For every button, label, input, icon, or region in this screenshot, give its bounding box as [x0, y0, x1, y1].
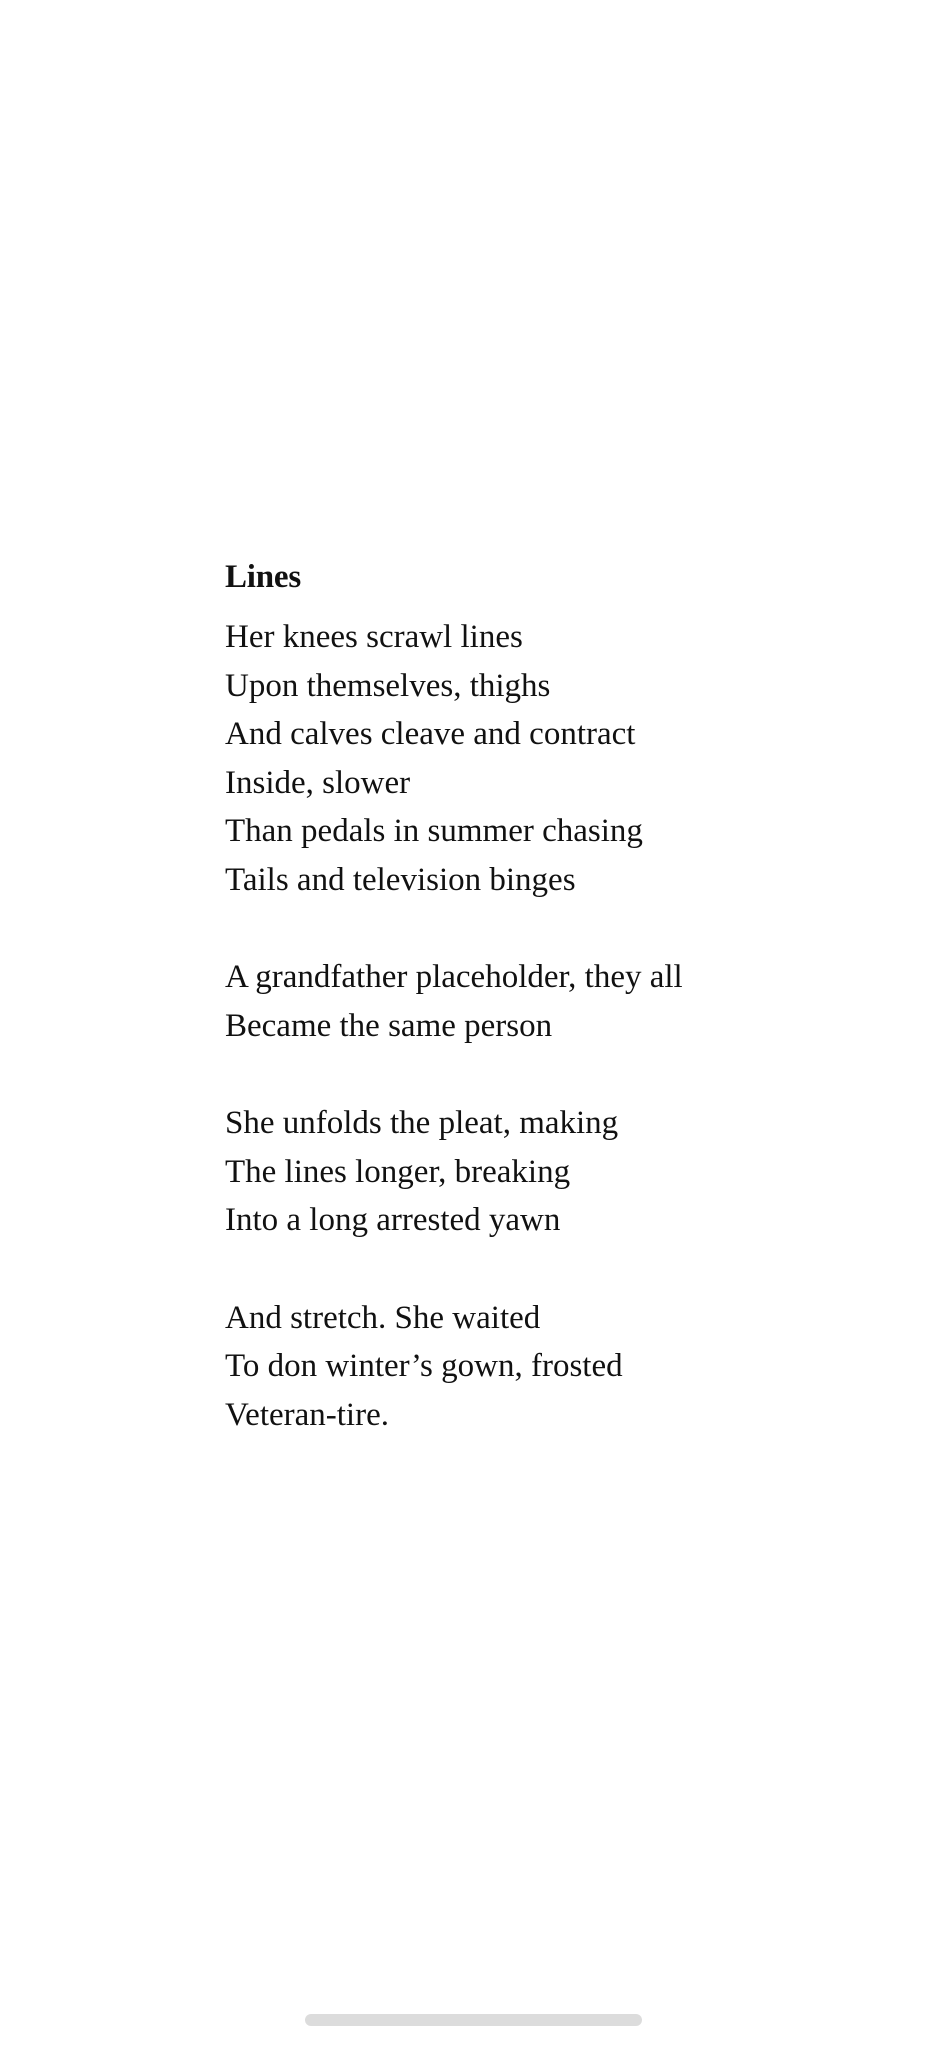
- home-indicator[interactable]: [305, 2014, 642, 2026]
- poem-line: Inside, slower: [225, 764, 411, 801]
- poem-title: Lines: [225, 559, 302, 595]
- poem-line: And stretch. She waited: [225, 1299, 541, 1336]
- poem-line: Than pedals in summer chasing: [225, 813, 643, 849]
- stanza-4: [225, 1294, 905, 1440]
- poem-line: The lines longer, breaking: [225, 1153, 571, 1190]
- poem-line: She unfolds the pleat, making: [225, 1105, 619, 1141]
- poem-line: Upon themselves, thighs: [225, 667, 551, 704]
- poem-line: To don winter’s gown, frosted: [225, 1348, 623, 1384]
- poem-line: A grandfather placeholder, they all: [225, 959, 683, 995]
- poem-line: And calves cleave and contract: [225, 716, 636, 752]
- poem: [225, 555, 905, 1439]
- stanza-3: [225, 1099, 905, 1245]
- stanza-2: [225, 953, 905, 1050]
- poem-line: Her knees scrawl lines: [225, 619, 523, 655]
- poem-line: Became the same person: [225, 1007, 553, 1044]
- poem-line: Tails and television binges: [225, 861, 576, 898]
- poem-line: Veteran-tire.: [225, 1396, 389, 1433]
- poem-line: Into a long arrested yawn: [225, 1202, 561, 1238]
- stanza-1: [225, 613, 905, 904]
